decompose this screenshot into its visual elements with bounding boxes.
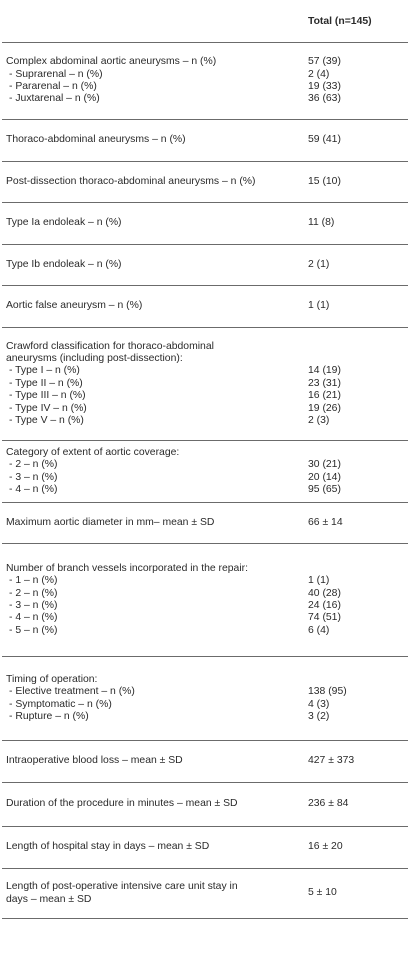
- row-value-cell: [304, 783, 408, 827]
- row-value-line: 23 (31): [308, 377, 341, 389]
- row-value-line: 20 (14): [308, 471, 341, 483]
- row-value-line: 138 (95): [308, 686, 347, 698]
- row-value-line: 3 (2): [308, 710, 330, 722]
- table-row: [2, 328, 408, 441]
- row-label-line: - Juxtarenal – n (%): [9, 93, 100, 105]
- row-label-cell: [2, 120, 304, 162]
- table-row: [2, 869, 408, 919]
- row-value-line: 427 ± 373: [308, 755, 355, 767]
- row-value-line: 95 (65): [308, 483, 341, 495]
- row-value-line: [308, 674, 408, 686]
- table-row: [2, 43, 408, 120]
- row-label-line: - 4 – n (%): [9, 612, 58, 624]
- row-label-line: Aortic false aneurysm – n (%): [6, 300, 143, 312]
- row-label-line: - 4 – n (%): [9, 483, 58, 495]
- row-label-line: days – mean ± SD: [6, 893, 92, 905]
- data-table: [2, 0, 408, 919]
- row-label-line: Number of branch vessels incorporated in the repair:: [6, 562, 248, 574]
- row-value-line: [308, 563, 408, 575]
- row-label-line: Crawford classification for thoraco-abdominal: [6, 340, 214, 352]
- row-value-line: [308, 341, 408, 353]
- table-row: [2, 245, 408, 286]
- row-label-cell: [2, 286, 304, 328]
- row-label-cell: [2, 162, 304, 203]
- row-value-line: 30 (21): [308, 459, 341, 471]
- table-row: [2, 503, 408, 544]
- table-row: [2, 203, 408, 245]
- table-row: [2, 162, 408, 203]
- row-label-line: - Elective treatment – n (%): [9, 686, 135, 698]
- row-label-line: - Symptomatic – n (%): [9, 698, 112, 710]
- row-value-line: 16 (21): [308, 390, 341, 402]
- row-value-line: 24 (16): [308, 600, 341, 611]
- row-value-line: 66 ± 14: [308, 516, 343, 528]
- row-label-line: - Type III – n (%): [9, 390, 86, 402]
- row-value-line: 57 (39): [308, 56, 341, 68]
- row-value-line: 40 (28): [308, 587, 341, 599]
- row-value-line: 14 (19): [308, 365, 341, 377]
- row-value-cell: [304, 120, 408, 162]
- row-label-cell: [2, 441, 304, 503]
- row-label-line: - Type V – n (%): [9, 415, 84, 427]
- table-row: [2, 120, 408, 162]
- table-row: [2, 544, 408, 657]
- row-label-cell: [2, 783, 304, 827]
- row-label-line: - Rupture – n (%): [9, 710, 89, 722]
- row-label-line: - Pararenal – n (%): [9, 81, 97, 92]
- row-label-line: - 1 – n (%): [9, 575, 58, 587]
- row-value-cell: [304, 328, 408, 441]
- row-value-line: 36 (63): [308, 93, 341, 105]
- row-label-cell: [2, 544, 304, 657]
- row-label-line: Maximum aortic diameter in mm– mean ± SD: [6, 516, 215, 528]
- row-value-cell: [304, 43, 408, 120]
- row-value-cell: [304, 441, 408, 503]
- row-value-line: [308, 447, 408, 459]
- row-label-line: - 3 – n (%): [9, 600, 58, 611]
- row-label-line: - Suprarenal – n (%): [9, 68, 103, 80]
- row-value-line: 19 (26): [308, 402, 341, 414]
- row-value-line: [308, 353, 408, 365]
- table-row: [2, 441, 408, 503]
- row-label-line: Length of post-operative intensive care unit stay in: [6, 881, 238, 893]
- row-value-line: 15 (10): [308, 175, 341, 187]
- row-value-line: 2 (4): [308, 68, 330, 80]
- row-label-line: Category of extent of aortic coverage:: [6, 446, 180, 458]
- row-value-cell: [304, 544, 408, 657]
- row-label-line: Duration of the procedure in minutes – mean ± SD: [6, 798, 238, 810]
- row-value-line: 236 ± 84: [308, 798, 349, 810]
- row-value-cell: [304, 741, 408, 783]
- row-label-line: Intraoperative blood loss – mean ± SD: [6, 755, 183, 767]
- table-row: [2, 657, 408, 741]
- row-label-cell: [2, 869, 304, 919]
- row-label-cell: [2, 245, 304, 286]
- table-row: [2, 286, 408, 328]
- row-label-line: Timing of operation:: [6, 673, 98, 685]
- row-label-line: Length of hospital stay in days – mean ± SD: [6, 841, 210, 853]
- row-value-cell: [304, 245, 408, 286]
- row-value-cell: [304, 657, 408, 741]
- row-value-line: 59 (41): [308, 134, 341, 146]
- row-label-cell: [2, 203, 304, 245]
- row-value-line: 19 (33): [308, 81, 341, 92]
- row-value-line: 16 ± 20: [308, 841, 343, 853]
- table-row: [2, 827, 408, 869]
- row-label-line: - Type II – n (%): [9, 377, 83, 389]
- row-label-line: - 2 – n (%): [9, 459, 58, 471]
- row-value-cell: [304, 203, 408, 245]
- row-label-cell: [2, 503, 304, 544]
- row-label-line: - 5 – n (%): [9, 624, 58, 636]
- row-value-line: 4 (3): [308, 698, 330, 710]
- header-cell-variable: [2, 0, 304, 43]
- row-label-cell: [2, 657, 304, 741]
- row-value-line: 74 (51): [308, 612, 341, 624]
- table-row: [2, 783, 408, 827]
- row-value-line: 1 (1): [308, 300, 330, 312]
- row-value-line: 6 (4): [308, 624, 330, 636]
- row-label-line: Complex abdominal aortic aneurysms – n (%): [6, 56, 217, 68]
- row-label-line: Thoraco-abdominal aneurysms – n (%): [6, 134, 186, 146]
- row-label-line: - 3 – n (%): [9, 471, 58, 483]
- row-value-cell: [304, 286, 408, 328]
- row-label-line: Post-dissection thoraco-abdominal aneurysms – n (%): [6, 175, 256, 187]
- header-cell-total: Total (n=145): [304, 0, 408, 43]
- row-value-cell: [304, 162, 408, 203]
- row-label-cell: [2, 741, 304, 783]
- row-value-cell: [304, 869, 408, 919]
- row-value-line: 11 (8): [308, 217, 335, 229]
- row-label-cell: [2, 328, 304, 441]
- row-value-line: 2 (3): [308, 415, 330, 427]
- table-body: [2, 43, 408, 919]
- row-value-cell: [304, 503, 408, 544]
- row-label-cell: [2, 827, 304, 869]
- table-header-row: [2, 0, 408, 43]
- row-value-cell: [304, 827, 408, 869]
- row-value-line: 2 (1): [308, 258, 330, 270]
- row-label-line: - 2 – n (%): [9, 587, 58, 599]
- row-label-line: - Type IV – n (%): [9, 402, 87, 414]
- row-label-line: Type Ib endoleak – n (%): [6, 258, 122, 270]
- row-label-cell: [2, 43, 304, 120]
- table-row: [2, 741, 408, 783]
- row-value-line: 5 ± 10: [308, 887, 337, 899]
- row-value-line: 1 (1): [308, 575, 330, 587]
- row-label-line: aneurysms (including post-dissection):: [6, 352, 183, 364]
- row-label-line: - Type I – n (%): [9, 365, 80, 377]
- row-label-line: Type Ia endoleak – n (%): [6, 217, 122, 229]
